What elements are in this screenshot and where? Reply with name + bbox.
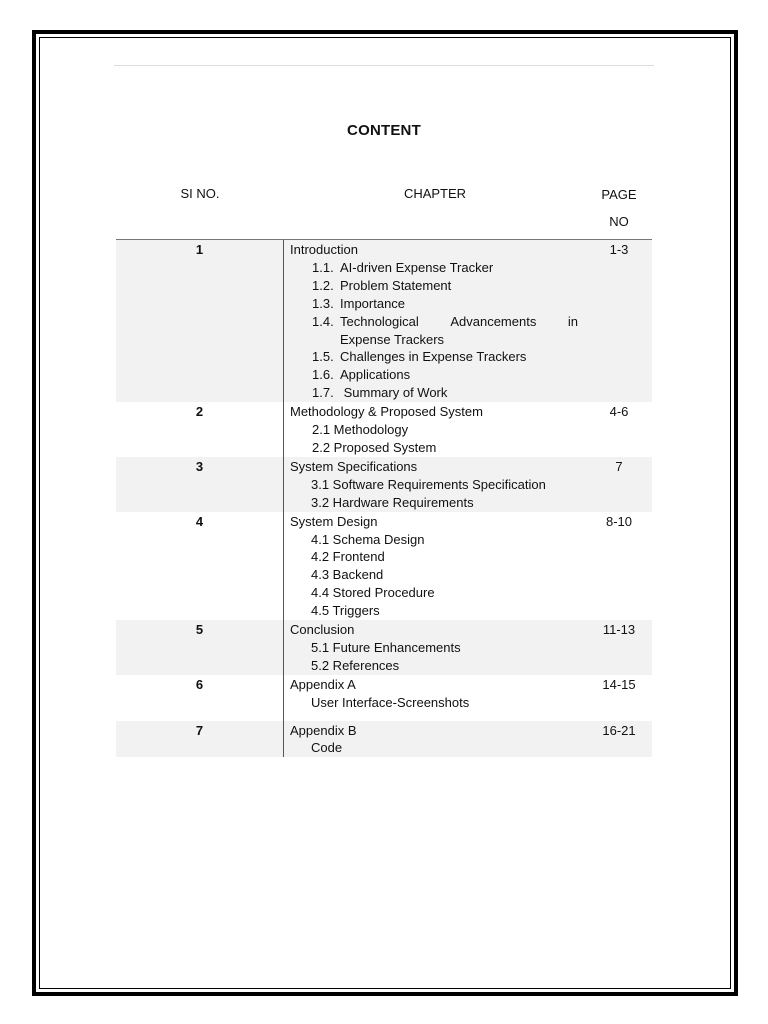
subsection: 4.2 Frontend [311, 549, 385, 565]
page-range: 8-10 [605, 513, 633, 529]
page-range: 7 [615, 458, 623, 474]
column-header-page-no [586, 181, 652, 235]
chapter-title: Appendix A [290, 676, 356, 692]
subsection: 5.1 Future Enhancements [311, 639, 461, 655]
page-range: 11-13 [602, 622, 636, 638]
chapter-cell [284, 620, 586, 675]
table-row [116, 240, 652, 402]
subsection: 2.2 Proposed System [312, 439, 437, 455]
subsection: 4.1 Schema Design [311, 531, 425, 547]
chapter-title: System Specifications [290, 458, 418, 474]
table-row [116, 457, 652, 512]
si-number: 6 [116, 675, 284, 721]
si-number: 2 [116, 402, 284, 457]
page-title: CONTENT [347, 122, 421, 139]
table-row [116, 721, 652, 758]
si-number: 3 [116, 457, 284, 512]
subsection: 2.1 Methodology [312, 422, 409, 438]
chapter-title: System Design [290, 513, 378, 529]
table-row [116, 512, 652, 620]
subsection: 3.2 Hardware Requirements [311, 494, 474, 510]
column-header-chapter: CHAPTER [403, 186, 467, 201]
subsection: 1.6. Applications [312, 367, 411, 383]
column-header-page-line1: PAGE [601, 187, 637, 202]
page-range: 14-15 [602, 676, 636, 692]
subsection: Code [311, 740, 343, 756]
chapter-title: Conclusion [290, 622, 355, 638]
chapter-cell [284, 675, 586, 721]
subsection: 4.3 Backend [311, 567, 384, 583]
table-row [116, 402, 652, 457]
subsection: User Interface-Screenshots [311, 694, 470, 710]
chapter-cell [284, 402, 586, 457]
column-header-si-no: SI NO. [180, 186, 220, 201]
subsection: 4.5 Triggers [311, 603, 380, 619]
subsection: 1.4. Technological Advancements in Expense Trackers [312, 313, 578, 347]
table-row [116, 675, 652, 721]
subsection: 1.7. Summary of Work [312, 385, 448, 401]
si-number: 7 [116, 721, 284, 758]
chapter-title: Introduction [290, 242, 358, 257]
contents-table [116, 239, 652, 757]
si-number: 5 [116, 620, 284, 675]
chapter-cell [284, 457, 586, 512]
subsection: 1.5. Challenges in Expense Trackers [312, 349, 527, 365]
header-rule [114, 65, 654, 66]
column-header-page-line2: NO [609, 214, 629, 229]
chapter-cell [284, 721, 586, 758]
subsection: 3.1 Software Requirements Specification [311, 476, 546, 492]
si-number: 1 [116, 240, 284, 402]
subsection: 1.1. AI-driven Expense Tracker [312, 259, 494, 275]
page-range: 1-3 [609, 242, 629, 257]
chapter-cell [284, 512, 586, 620]
subsection: 5.2 References [311, 657, 400, 673]
page-range: 4-6 [609, 404, 629, 420]
table-row [116, 620, 652, 675]
chapter-cell [284, 240, 586, 402]
page-range: 16-21 [602, 722, 636, 738]
subsection: 4.4 Stored Procedure [311, 585, 435, 601]
chapter-title: Methodology & Proposed System [290, 404, 483, 420]
chapter-title: Appendix B [290, 722, 357, 738]
subsection: 1.3. Importance [312, 295, 406, 311]
subsection: 1.2. Problem Statement [312, 277, 452, 293]
si-number: 4 [116, 512, 284, 620]
